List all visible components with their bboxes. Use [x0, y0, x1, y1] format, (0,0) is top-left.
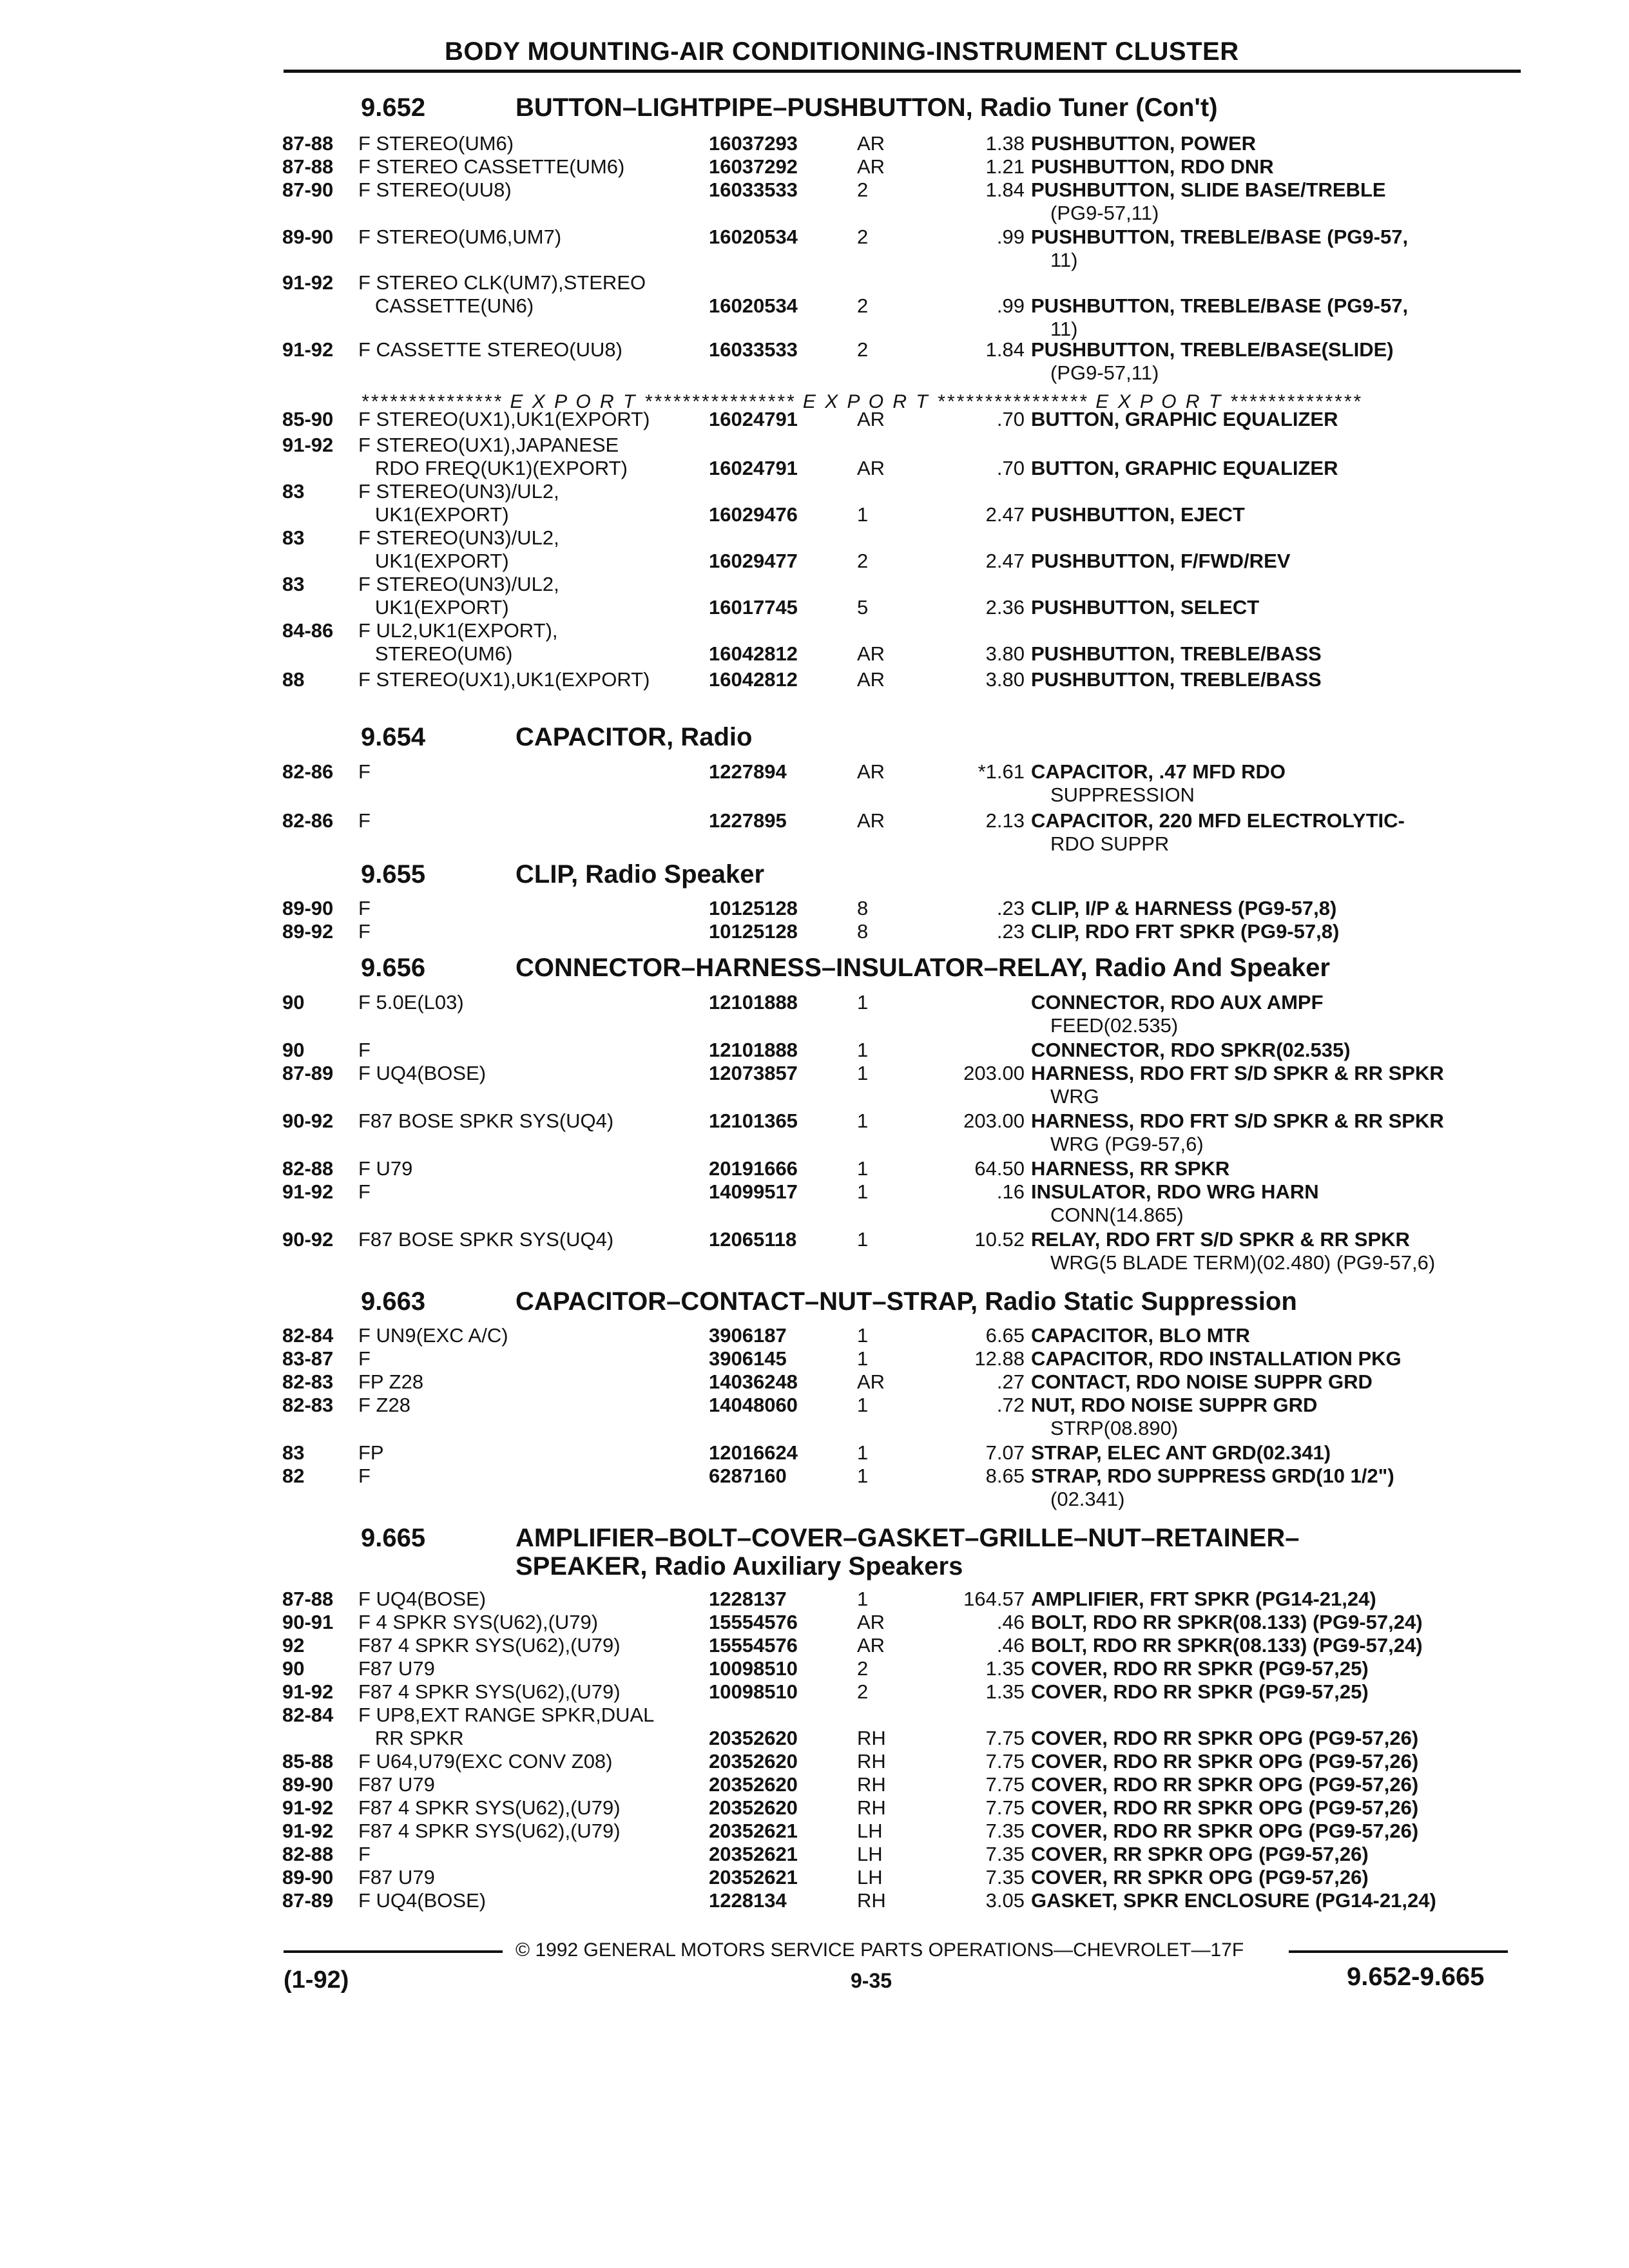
model-years: 89-90	[282, 1773, 334, 1796]
part-name: CAPACITOR, .47 MFD RDO	[1031, 760, 1286, 783]
application-desc: F STEREO(UM6)	[358, 132, 514, 155]
quantity: 1	[857, 1347, 869, 1370]
list-price: .46	[996, 1634, 1025, 1657]
model-years: 88	[282, 668, 305, 691]
part-number: 16029477	[709, 550, 798, 572]
part-number: 3906187	[709, 1324, 787, 1347]
application-desc: F U79	[358, 1157, 413, 1180]
part-number: 1227895	[709, 809, 787, 832]
application-desc: F UN9(EXC A/C)	[358, 1324, 508, 1347]
model-years: 87-88	[282, 155, 334, 178]
section-number: 9.654	[361, 723, 426, 751]
part-number: 12101888	[709, 991, 798, 1014]
part-number: 12016624	[709, 1441, 798, 1464]
quantity: LH	[857, 1820, 883, 1842]
part-name-continued: (PG9-57,11)	[1050, 361, 1159, 384]
part-name-continued: 11)	[1050, 318, 1078, 340]
list-price: .23	[996, 897, 1025, 919]
quantity: 2	[857, 550, 869, 572]
part-name: COVER, RR SPKR OPG (PG9-57,26)	[1031, 1866, 1369, 1888]
part-number: 16042812	[709, 668, 798, 691]
model-years: 87-90	[282, 178, 334, 201]
model-years: 83	[282, 1441, 305, 1464]
export-banner: *************** E X P O R T **************** E X P O R T **************** E X P O R T **************	[361, 391, 1362, 412]
part-number: 16017745	[709, 596, 798, 619]
part-name-continued: STRP(08.890)	[1050, 1417, 1179, 1439]
part-name: PUSHBUTTON, RDO DNR	[1031, 155, 1274, 178]
quantity: AR	[857, 132, 885, 155]
model-years: 87-89	[282, 1062, 334, 1084]
part-number: 1228134	[709, 1889, 787, 1912]
list-price: 3.05	[985, 1889, 1025, 1912]
model-years: 82-88	[282, 1157, 334, 1180]
application-desc: F	[358, 920, 371, 943]
part-name: BOLT, RDO RR SPKR(08.133) (PG9-57,24)	[1031, 1611, 1423, 1633]
list-price: 7.75	[985, 1727, 1025, 1749]
application-desc: RDO FREQ(UK1)(EXPORT)	[358, 457, 628, 479]
list-price: 12.88	[974, 1347, 1025, 1370]
application-desc: F87 4 SPKR SYS(U62),(U79)	[358, 1680, 621, 1703]
quantity: 2	[857, 1680, 869, 1703]
part-name: BUTTON, GRAPHIC EQUALIZER	[1031, 408, 1338, 430]
part-number: 12101365	[709, 1110, 798, 1132]
part-name-continued: WRG	[1050, 1085, 1099, 1108]
application-desc: F	[358, 1843, 371, 1865]
model-years: 91-92	[282, 1820, 334, 1842]
part-name-continued: FEED(02.535)	[1050, 1014, 1179, 1037]
model-years: 89-90	[282, 1866, 334, 1888]
part-name: COVER, RDO RR SPKR OPG (PG9-57,26)	[1031, 1750, 1419, 1773]
application-desc: F87 BOSE SPKR SYS(UQ4)	[358, 1228, 614, 1251]
list-price: .99	[996, 226, 1025, 248]
part-name: COVER, RDO RR SPKR (PG9-57,25)	[1031, 1680, 1369, 1703]
application-desc: F UQ4(BOSE)	[358, 1062, 487, 1084]
part-number: 20352620	[709, 1773, 798, 1796]
quantity: 1	[857, 1157, 869, 1180]
section-name: AMPLIFIER–BOLT–COVER–GASKET–GRILLE–NUT–RETAINER–	[516, 1524, 1300, 1552]
quantity: 2	[857, 338, 869, 361]
quantity: 1	[857, 1588, 869, 1610]
application-desc: UK1(EXPORT)	[358, 550, 509, 572]
application-desc: F STEREO(UU8)	[358, 178, 512, 201]
list-price: 1.38	[985, 132, 1025, 155]
section-number: 9.652	[361, 93, 426, 122]
quantity: AR	[857, 155, 885, 178]
list-price: .27	[996, 1370, 1025, 1393]
model-years: 82-83	[282, 1394, 334, 1416]
part-name: BOLT, RDO RR SPKR(08.133) (PG9-57,24)	[1031, 1634, 1423, 1657]
model-years: 82-86	[282, 809, 334, 832]
footer-rule-right	[1289, 1950, 1508, 1953]
application-desc: F STEREO CASSETTE(UM6)	[358, 155, 625, 178]
footer-edition: (1-92)	[284, 1966, 349, 1994]
part-number: 16033533	[709, 178, 798, 201]
part-name: COVER, RDO RR SPKR OPG (PG9-57,26)	[1031, 1773, 1419, 1796]
list-price: .70	[996, 408, 1025, 430]
part-name-continued: CONN(14.865)	[1050, 1204, 1184, 1226]
part-number: 16037293	[709, 132, 798, 155]
part-name: CAPACITOR, 220 MFD ELECTROLYTIC-	[1031, 809, 1405, 832]
quantity: 1	[857, 1110, 869, 1132]
list-price: 203.00	[963, 1110, 1025, 1132]
part-name: COVER, RDO RR SPKR OPG (PG9-57,26)	[1031, 1727, 1419, 1749]
quantity: RH	[857, 1727, 886, 1749]
part-name: STRAP, RDO SUPPRESS GRD(10 1/2")	[1031, 1465, 1394, 1487]
model-years: 91-92	[282, 434, 334, 456]
application-desc: F UQ4(BOSE)	[358, 1588, 487, 1610]
model-years: 91-92	[282, 1680, 334, 1703]
application-desc: STEREO(UM6)	[358, 642, 513, 665]
quantity: RH	[857, 1796, 886, 1819]
part-name: PUSHBUTTON, TREBLE/BASE(SLIDE)	[1031, 338, 1394, 361]
quantity: 8	[857, 897, 869, 919]
part-number: 16020534	[709, 294, 798, 317]
part-name: RELAY, RDO FRT S/D SPKR & RR SPKR	[1031, 1228, 1410, 1251]
section-number: 9.656	[361, 954, 426, 982]
part-name: AMPLIFIER, FRT SPKR (PG14-21,24)	[1031, 1588, 1376, 1610]
list-price: 7.35	[985, 1843, 1025, 1865]
quantity: AR	[857, 1370, 885, 1393]
list-price: 7.75	[985, 1773, 1025, 1796]
model-years: 83	[282, 480, 305, 503]
part-name-continued: SUPPRESSION	[1050, 783, 1195, 806]
part-number: 15554576	[709, 1611, 798, 1633]
model-years: 87-88	[282, 1588, 334, 1610]
model-years: 83	[282, 573, 305, 595]
part-number: 20352621	[709, 1820, 798, 1842]
application-desc: F87 4 SPKR SYS(U62),(U79)	[358, 1820, 621, 1842]
part-number: 12073857	[709, 1062, 798, 1084]
list-price: 7.35	[985, 1820, 1025, 1842]
application-desc: F UL2,UK1(EXPORT),	[358, 619, 558, 642]
part-number: 12101888	[709, 1039, 798, 1061]
list-price: 7.75	[985, 1750, 1025, 1773]
list-price: 3.80	[985, 668, 1025, 691]
application-desc: F STEREO(UN3)/UL2,	[358, 480, 559, 503]
footer-page-number: 9-35	[851, 1969, 892, 1992]
quantity: AR	[857, 1611, 885, 1633]
part-name-continued: RDO SUPPR	[1050, 832, 1170, 855]
quantity: AR	[857, 642, 885, 665]
quantity: 2	[857, 294, 869, 317]
part-number: 16033533	[709, 338, 798, 361]
model-years: 89-92	[282, 920, 334, 943]
list-price: .16	[996, 1180, 1025, 1203]
application-desc: F STEREO CLK(UM7),STEREO	[358, 271, 646, 294]
footer-range: 9.652-9.665	[1347, 1963, 1485, 1991]
part-name: PUSHBUTTON, POWER	[1031, 132, 1257, 155]
list-price: 1.35	[985, 1680, 1025, 1703]
part-name: INSULATOR, RDO WRG HARN	[1031, 1180, 1319, 1203]
application-desc: F 4 SPKR SYS(U62),(U79)	[358, 1611, 599, 1633]
quantity: 8	[857, 920, 869, 943]
quantity: 2	[857, 178, 869, 201]
part-name: COVER, RDO RR SPKR (PG9-57,25)	[1031, 1657, 1369, 1680]
part-name: CONNECTOR, RDO SPKR(02.535)	[1031, 1039, 1351, 1061]
part-name: HARNESS, RDO FRT S/D SPKR & RR SPKR	[1031, 1062, 1444, 1084]
application-desc: UK1(EXPORT)	[358, 596, 509, 619]
part-name: PUSHBUTTON, SELECT	[1031, 596, 1260, 619]
model-years: 82	[282, 1465, 305, 1487]
model-years: 90-91	[282, 1611, 334, 1633]
part-name-continued: WRG(5 BLADE TERM)(02.480) (PG9-57,6)	[1050, 1251, 1436, 1274]
application-desc: F	[358, 809, 371, 832]
part-name: HARNESS, RDO FRT S/D SPKR & RR SPKR	[1031, 1110, 1444, 1132]
model-years: 82-84	[282, 1704, 334, 1726]
application-desc: F STEREO(UN3)/UL2,	[358, 573, 559, 595]
application-desc: F 5.0E(L03)	[358, 991, 464, 1014]
part-name: COVER, RDO RR SPKR OPG (PG9-57,26)	[1031, 1796, 1419, 1819]
part-name: PUSHBUTTON, TREBLE/BASE (PG9-57,	[1031, 226, 1409, 248]
quantity: 2	[857, 1657, 869, 1680]
application-desc: F	[358, 1039, 371, 1061]
section-name: CONNECTOR–HARNESS–INSULATOR–RELAY, Radio And Speaker	[516, 954, 1330, 982]
application-desc: FP Z28	[358, 1370, 424, 1393]
section-name: CAPACITOR, Radio	[516, 723, 753, 751]
application-desc: F	[358, 897, 371, 919]
quantity: 1	[857, 1228, 869, 1251]
model-years: 90	[282, 991, 305, 1014]
list-price: 2.47	[985, 503, 1025, 526]
part-name: GASKET, SPKR ENCLOSURE (PG14-21,24)	[1031, 1889, 1436, 1912]
part-name: BUTTON, GRAPHIC EQUALIZER	[1031, 457, 1338, 479]
page-title: BODY MOUNTING-AIR CONDITIONING-INSTRUMENT CLUSTER	[445, 37, 1239, 66]
model-years: 82-83	[282, 1370, 334, 1393]
application-desc: F	[358, 1347, 371, 1370]
quantity: AR	[857, 457, 885, 479]
list-price: 1.84	[985, 338, 1025, 361]
model-years: 91-92	[282, 1796, 334, 1819]
application-desc: F87 4 SPKR SYS(U62),(U79)	[358, 1634, 621, 1657]
application-desc: F87 4 SPKR SYS(U62),(U79)	[358, 1796, 621, 1819]
model-years: 82-88	[282, 1843, 334, 1865]
section-number: 9.663	[361, 1287, 426, 1316]
part-number: 20352620	[709, 1727, 798, 1749]
section-number: 9.655	[361, 860, 426, 889]
quantity: AR	[857, 1634, 885, 1657]
section-name: CAPACITOR–CONTACT–NUT–STRAP, Radio Static Suppression	[516, 1287, 1297, 1316]
section-name: CLIP, Radio Speaker	[516, 860, 765, 889]
part-number: 16037292	[709, 155, 798, 178]
quantity: 1	[857, 1324, 869, 1347]
list-price: .72	[996, 1394, 1025, 1416]
list-price: 2.47	[985, 550, 1025, 572]
quantity: 1	[857, 1039, 869, 1061]
footer-rule-left	[284, 1950, 503, 1953]
part-number: 16042812	[709, 642, 798, 665]
part-name: COVER, RDO RR SPKR OPG (PG9-57,26)	[1031, 1820, 1419, 1842]
part-number: 20352620	[709, 1750, 798, 1773]
list-price: 2.36	[985, 596, 1025, 619]
part-number: 16029476	[709, 503, 798, 526]
quantity: 1	[857, 1465, 869, 1487]
footer-copyright: © 1992 GENERAL MOTORS SERVICE PARTS OPERATIONS—CHEVROLET—17F	[516, 1939, 1244, 1961]
list-price: 6.65	[985, 1324, 1025, 1347]
quantity: LH	[857, 1843, 883, 1865]
part-number: 20352621	[709, 1866, 798, 1888]
application-desc: F	[358, 760, 371, 783]
list-price: 1.35	[985, 1657, 1025, 1680]
quantity: AR	[857, 408, 885, 430]
quantity: 5	[857, 596, 869, 619]
list-price: 7.35	[985, 1866, 1025, 1888]
section-name-continued: SPEAKER, Radio Auxiliary Speakers	[516, 1552, 963, 1581]
part-number: 20352620	[709, 1796, 798, 1819]
list-price: 203.00	[963, 1062, 1025, 1084]
part-number: 1227894	[709, 760, 787, 783]
model-years: 87-88	[282, 132, 334, 155]
model-years: 85-90	[282, 408, 334, 430]
application-desc: F Z28	[358, 1394, 410, 1416]
part-name: PUSHBUTTON, EJECT	[1031, 503, 1245, 526]
part-number: 16024791	[709, 457, 798, 479]
part-name: COVER, RR SPKR OPG (PG9-57,26)	[1031, 1843, 1369, 1865]
list-price: 8.65	[985, 1465, 1025, 1487]
model-years: 90	[282, 1039, 305, 1061]
part-name: NUT, RDO NOISE SUPPR GRD	[1031, 1394, 1318, 1416]
quantity: 2	[857, 226, 869, 248]
part-number: 16020534	[709, 226, 798, 248]
section-name: BUTTON–LIGHTPIPE–PUSHBUTTON, Radio Tuner (Con't)	[516, 93, 1218, 122]
section-number: 9.665	[361, 1524, 426, 1552]
model-years: 91-92	[282, 338, 334, 361]
application-desc: F STEREO(UX1),UK1(EXPORT)	[358, 408, 650, 430]
part-number: 20352621	[709, 1843, 798, 1865]
part-name: CAPACITOR, RDO INSTALLATION PKG	[1031, 1347, 1402, 1370]
quantity: 1	[857, 1441, 869, 1464]
list-price: 164.57	[963, 1588, 1025, 1610]
part-number: 10125128	[709, 920, 798, 943]
part-name-continued: (PG9-57,11)	[1050, 202, 1159, 224]
application-desc: F CASSETTE STEREO(UU8)	[358, 338, 622, 361]
list-price: 3.80	[985, 642, 1025, 665]
part-name: STRAP, ELEC ANT GRD(02.341)	[1031, 1441, 1331, 1464]
quantity: 1	[857, 503, 869, 526]
part-name-continued: 11)	[1050, 249, 1078, 271]
quantity: 1	[857, 1180, 869, 1203]
header-rule	[284, 70, 1521, 73]
model-years: 90	[282, 1657, 305, 1680]
model-years: 89-90	[282, 897, 334, 919]
part-number: 14036248	[709, 1370, 798, 1393]
application-desc: F	[358, 1180, 371, 1203]
model-years: 85-88	[282, 1750, 334, 1773]
application-desc: F STEREO(UX1),JAPANESE	[358, 434, 619, 456]
quantity: RH	[857, 1773, 886, 1796]
list-price: 1.21	[985, 155, 1025, 178]
quantity: 1	[857, 991, 869, 1014]
part-name: CLIP, RDO FRT SPKR (PG9-57,8)	[1031, 920, 1340, 943]
part-number: 10098510	[709, 1657, 798, 1680]
list-price: 1.84	[985, 178, 1025, 201]
part-number: 10125128	[709, 897, 798, 919]
part-number: 10098510	[709, 1680, 798, 1703]
list-price: 7.07	[985, 1441, 1025, 1464]
application-desc: F87 U79	[358, 1773, 435, 1796]
quantity: 1	[857, 1394, 869, 1416]
part-number: 6287160	[709, 1465, 787, 1487]
application-desc: F87 U79	[358, 1866, 435, 1888]
part-name-continued: (02.341)	[1050, 1488, 1125, 1510]
part-number: 14099517	[709, 1180, 798, 1203]
model-years: 92	[282, 1634, 305, 1657]
part-name: PUSHBUTTON, SLIDE BASE/TREBLE	[1031, 178, 1386, 201]
application-desc: UK1(EXPORT)	[358, 503, 509, 526]
model-years: 82-84	[282, 1324, 334, 1347]
part-number: 20191666	[709, 1157, 798, 1180]
application-desc: RR SPKR	[358, 1727, 464, 1749]
model-years: 91-92	[282, 1180, 334, 1203]
model-years: 90-92	[282, 1228, 334, 1251]
model-years: 87-89	[282, 1889, 334, 1912]
application-desc: F STEREO(UX1),UK1(EXPORT)	[358, 668, 650, 691]
quantity: 1	[857, 1062, 869, 1084]
application-desc: F STEREO(UM6,UM7)	[358, 226, 562, 248]
quantity: LH	[857, 1866, 883, 1888]
list-price: 10.52	[974, 1228, 1025, 1251]
quantity: AR	[857, 760, 885, 783]
model-years: 83	[282, 526, 305, 549]
model-years: 90-92	[282, 1110, 334, 1132]
part-number: 1228137	[709, 1588, 787, 1610]
part-number: 3906145	[709, 1347, 787, 1370]
list-price: 2.13	[985, 809, 1025, 832]
model-years: 83-87	[282, 1347, 334, 1370]
application-desc: F U64,U79(EXC CONV Z08)	[358, 1750, 613, 1773]
part-name: HARNESS, RR SPKR	[1031, 1157, 1230, 1180]
list-price: .23	[996, 920, 1025, 943]
part-name: CONNECTOR, RDO AUX AMPF	[1031, 991, 1324, 1014]
list-price: .99	[996, 294, 1025, 317]
list-price: *1.61	[978, 760, 1025, 783]
application-desc: F UQ4(BOSE)	[358, 1889, 487, 1912]
list-price: 64.50	[974, 1157, 1025, 1180]
part-name-continued: WRG (PG9-57,6)	[1050, 1133, 1204, 1155]
part-number: 14048060	[709, 1394, 798, 1416]
model-years: 91-92	[282, 271, 334, 294]
part-name: PUSHBUTTON, TREBLE/BASS	[1031, 668, 1322, 691]
application-desc: F87 BOSE SPKR SYS(UQ4)	[358, 1110, 614, 1132]
list-price: .70	[996, 457, 1025, 479]
model-years: 84-86	[282, 619, 334, 642]
list-price: 7.75	[985, 1796, 1025, 1819]
model-years: 89-90	[282, 226, 334, 248]
quantity: RH	[857, 1750, 886, 1773]
quantity: AR	[857, 668, 885, 691]
model-years: 82-86	[282, 760, 334, 783]
application-desc: F UP8,EXT RANGE SPKR,DUAL	[358, 1704, 655, 1726]
application-desc: F87 U79	[358, 1657, 435, 1680]
part-number: 15554576	[709, 1634, 798, 1657]
part-name: CONTACT, RDO NOISE SUPPR GRD	[1031, 1370, 1373, 1393]
part-name: PUSHBUTTON, F/FWD/REV	[1031, 550, 1291, 572]
application-desc: FP	[358, 1441, 384, 1464]
part-name: PUSHBUTTON, TREBLE/BASE (PG9-57,	[1031, 294, 1409, 317]
part-number: 16024791	[709, 408, 798, 430]
part-name: PUSHBUTTON, TREBLE/BASS	[1031, 642, 1322, 665]
application-desc: F STEREO(UN3)/UL2,	[358, 526, 559, 549]
quantity: AR	[857, 809, 885, 832]
application-desc: CASSETTE(UN6)	[358, 294, 534, 317]
part-name: CLIP, I/P & HARNESS (PG9-57,8)	[1031, 897, 1337, 919]
application-desc: F	[358, 1465, 371, 1487]
part-name: CAPACITOR, BLO MTR	[1031, 1324, 1250, 1347]
list-price: .46	[996, 1611, 1025, 1633]
quantity: RH	[857, 1889, 886, 1912]
part-number: 12065118	[709, 1228, 797, 1251]
